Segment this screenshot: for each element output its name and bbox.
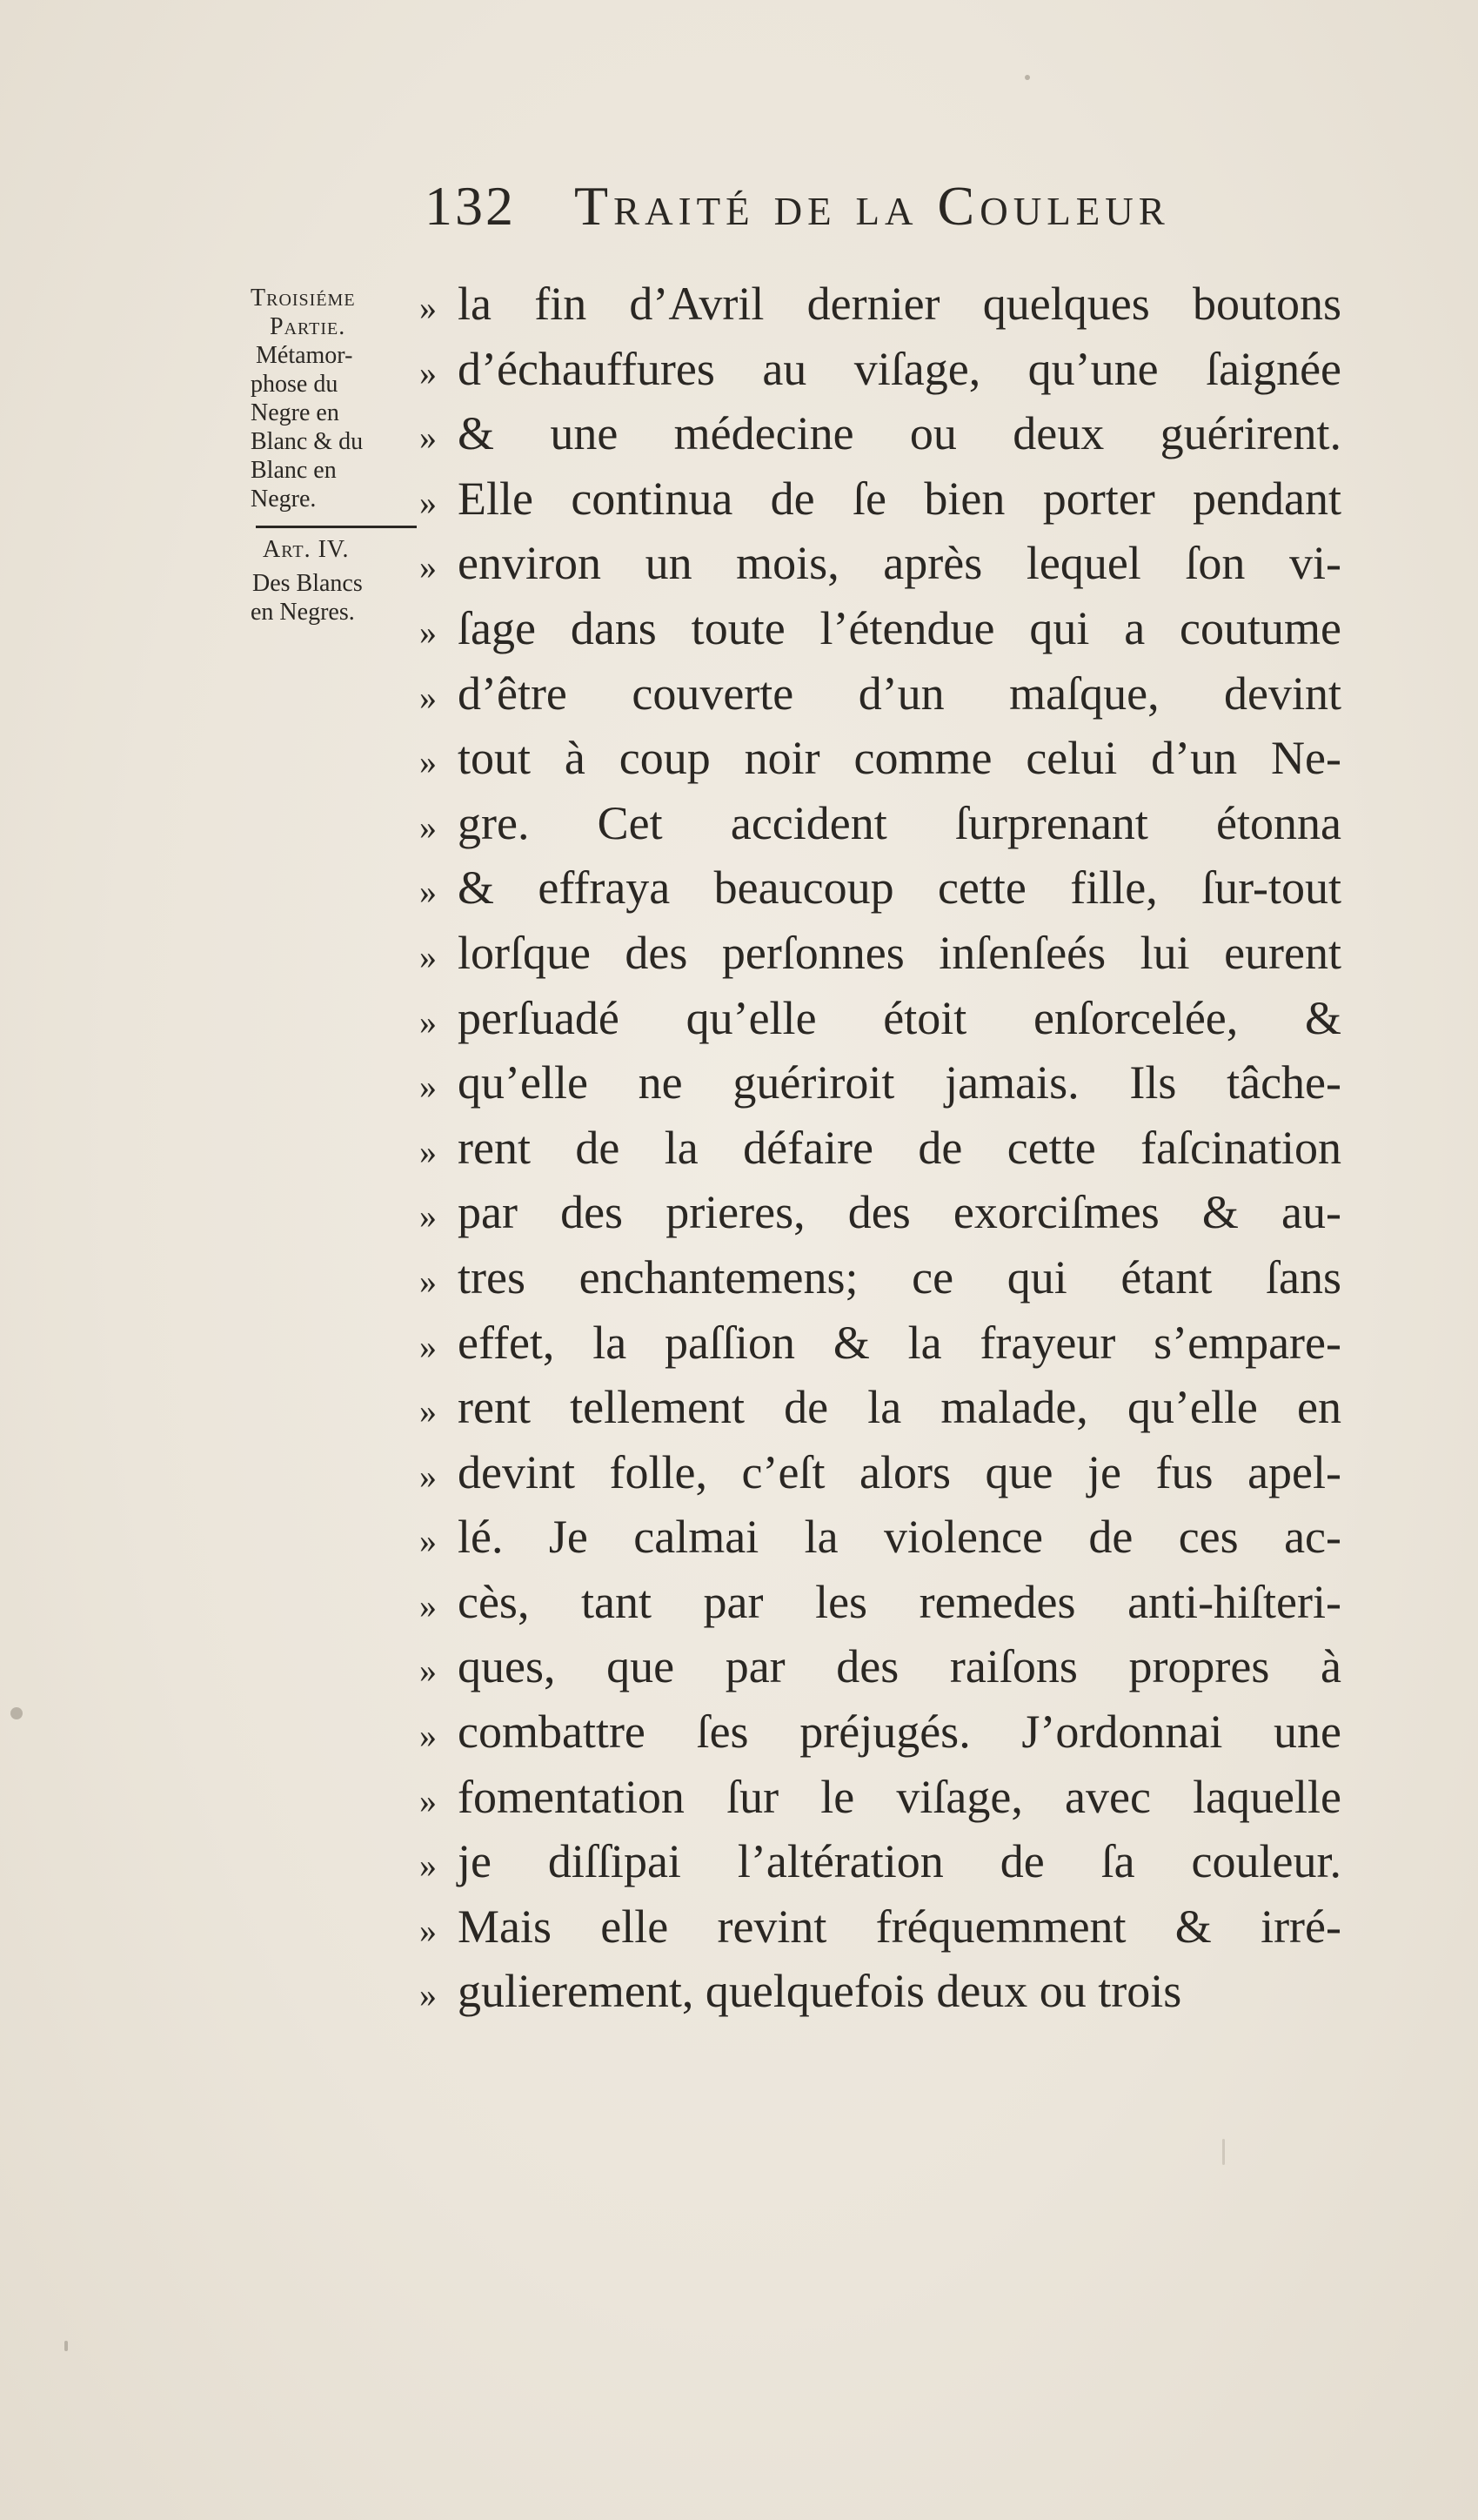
text-line: » & effraya beaucoup cette fille, ſur-tout	[419, 855, 1341, 921]
quote-mark: »	[419, 288, 437, 327]
margin-note: Partie.	[270, 313, 346, 340]
margin-note: Blanc en	[251, 457, 337, 484]
quote-mark: »	[419, 807, 437, 847]
quote-mark: »	[419, 1975, 437, 2015]
quote-mark: »	[419, 1326, 437, 1366]
margin-note: Negre en	[251, 399, 339, 426]
text-line: » combattre ſes préjugés. J’ordonnai une	[419, 1699, 1341, 1765]
margin-note: Métamor-	[256, 342, 353, 369]
text-line: » Elle continua de ſe bien porter pendant	[419, 466, 1341, 532]
quote-mark: »	[419, 742, 437, 782]
running-head	[425, 174, 1170, 238]
quote-mark: »	[419, 677, 437, 717]
text-line: » par des prieres, des exorciſmes & au-	[419, 1180, 1341, 1245]
margin-note: Negre.	[251, 486, 317, 513]
text-line: » la fin d’Avril dernier quelques boutons	[419, 271, 1341, 337]
quote-mark: »	[419, 1521, 437, 1561]
text-line: » perſuadé qu’elle étoit enſorcelée, &	[419, 986, 1341, 1051]
margin-note: phose du	[251, 371, 338, 398]
text-line: » gulierement, quelquefois deux ou trois	[419, 1959, 1341, 2024]
quote-mark: »	[419, 1846, 437, 1886]
text-line: » gre. Cet accident ſurprenant étonna	[419, 791, 1341, 856]
margin-notes	[251, 284, 429, 627]
quote-mark: »	[419, 352, 437, 392]
quote-mark: »	[419, 1391, 437, 1431]
paper-speck	[1025, 75, 1030, 80]
quote-mark: »	[419, 1585, 437, 1625]
quote-mark: »	[419, 872, 437, 912]
quote-mark: »	[419, 1067, 437, 1107]
text-line: » ques, que par des raiſons propres à	[419, 1634, 1341, 1699]
quote-mark: »	[419, 1131, 437, 1171]
margin-note: Des Blancs	[252, 570, 363, 597]
margin-rule	[256, 526, 417, 528]
text-line: » tres enchantemens; ce qui étant ſans	[419, 1245, 1341, 1310]
paper-speck	[1222, 2139, 1225, 2165]
text-line: » tout à coup noir comme celui d’un Ne-	[419, 726, 1341, 791]
paper-speck	[64, 2341, 68, 2351]
text-line: » d’échauffures au viſage, qu’une ſaignée	[419, 337, 1341, 402]
text-line: » devint folle, c’eſt alors que je fus apel-	[419, 1440, 1341, 1505]
text-line: » environ un mois, après lequel ſon vi-	[419, 531, 1341, 596]
margin-note: Art. IV.	[263, 536, 350, 563]
quote-mark: »	[419, 1456, 437, 1496]
text-line: » rent de la défaire de cette faſcination	[419, 1116, 1341, 1181]
page-number: 132	[425, 175, 516, 237]
running-title: Traité de la Couleur	[574, 175, 1170, 237]
text-line: » lé. Je calmai la violence de ces ac-	[419, 1505, 1341, 1570]
quote-mark: »	[419, 936, 437, 976]
text-line: » fomentation ſur le viſage, avec laquelle	[419, 1765, 1341, 1830]
quote-mark: »	[419, 1196, 437, 1237]
text-line: » je diſſipai l’altération de ſa couleur.	[419, 1829, 1341, 1894]
text-line: » lorſque des perſonnes inſenſeés lui eurent	[419, 921, 1341, 986]
paper-speck	[10, 1707, 23, 1719]
text-line: » cès, tant par les remedes anti-hiſteri-	[419, 1570, 1341, 1635]
quote-mark: »	[419, 1002, 437, 1042]
margin-note: Blanc & du	[251, 428, 364, 455]
quote-mark: »	[419, 1780, 437, 1820]
quote-mark: »	[419, 547, 437, 587]
text-line: » rent tellement de la malade, qu’elle en	[419, 1375, 1341, 1440]
text-line: » qu’elle ne guériroit jamais. Ils tâche-	[419, 1050, 1341, 1116]
text-line: » & une médecine ou deux guérirent.	[419, 401, 1341, 466]
text-line: » effet, la paſſion & la frayeur s’empare-	[419, 1310, 1341, 1376]
quote-mark: »	[419, 1716, 437, 1756]
quote-mark: »	[419, 1261, 437, 1301]
quote-mark: »	[419, 612, 437, 652]
quote-mark: »	[419, 482, 437, 522]
quote-mark: »	[419, 1910, 437, 1950]
text-line: » d’être couverte d’un maſque, devint	[419, 661, 1341, 727]
quote-mark: »	[419, 1651, 437, 1691]
margin-note: Troisiéme	[251, 285, 356, 312]
text-line: » ſage dans toute l’étendue qui a coutume	[419, 596, 1341, 661]
text-line: » Mais elle revint fréquemment & irré-	[419, 1894, 1341, 1960]
quote-mark: »	[419, 418, 437, 458]
margin-note: en Negres.	[251, 599, 355, 626]
body-text	[419, 271, 1341, 2024]
